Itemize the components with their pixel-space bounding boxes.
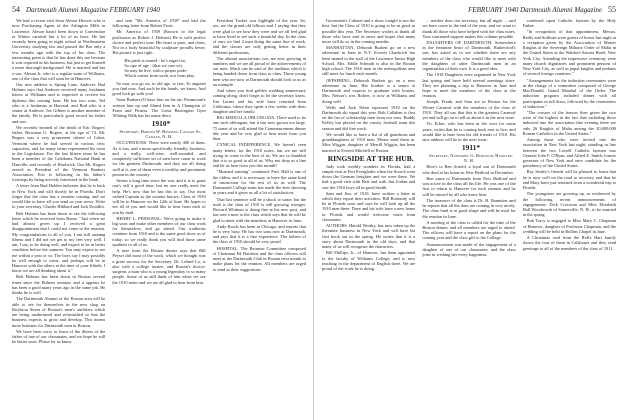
poem-line: Which comes from work, not from play. xyxy=(124,73,196,79)
paragraph: The 1910 Daughters were organized in New York last spring and have held several meetings since. They are planning a trip to Hanover in June and hope to meet the members of the class at the reunion. xyxy=(422,72,516,99)
paragraph: Andy Rawls has been in Chicago, and reports that he is very busy. He has two sons now at Dartmouth, and says that it is a fine experience. The fathers of the class of 1910 should be very proud. xyxy=(212,223,306,245)
paragraph: OFFSPRING. Deborah Burkett go on a new adventure in June. Her brother is a senior at Dartmouth and expects to graduate with honors. Mrs. Nelson's son, Robert, is now at Williams and doing well. xyxy=(322,77,416,104)
column-1 xyxy=(322,18,415,420)
paragraph: DAUGHTERS OF DARTMOUTH. Somewhere in the feminine heart of Dartmouth, Rutherford's son, has asked us to see whether there are any members of the class who would like to meet with the daughters of other Dartmouth men in an organization of their own. It is a good idea. xyxy=(422,39,516,72)
paragraph: A Christmas card from the Rolfe Hart family shows the four of them in California and they send greetings to all of the members of the class of 1911. xyxy=(522,235,616,251)
column-container xyxy=(322,18,616,420)
paragraph: We would like to have a list of all grandsons and granddaughters of 1910 men. Please send them in. Miss Wiggin, daughter of Merrill Wiggin, has been married to Everett Mitchell of Boston. xyxy=(322,131,416,153)
paragraph: Bob Holmes has been down in Boston several times since the Holmes reunion, and it appears he has been a good many years ago in the same job. He thinks he is well. xyxy=(12,274,106,296)
paragraph: conferred upon Catholic laymen by the Holy Father. xyxy=(522,18,616,29)
paragraph: We have been sorry to learn of the illness of the father of one of our classmates, and we hope he will be better soon. Please let us know. xyxy=(12,328,106,345)
paragraph: The youngsters are growing up, as evidenced by the following recent announcements of engagements: Dick Corcoran and Miss Elizabeth Hall Woodworth of Somerville, N. H., to be married in the spring. xyxy=(522,191,616,218)
running-head xyxy=(12,4,306,16)
column-3 xyxy=(523,18,616,420)
paragraph: Bob Tracy is engaged to Miss Mary C. Chapman of Hanover, daughter of Professor Chapman, and the wedding will be held in Rollins Chapel in June. xyxy=(522,218,616,234)
column-2 xyxy=(422,18,515,420)
poem-line: So may he live, with a proper pride- xyxy=(124,68,188,74)
class-heading: RINGSIDE AT THE HUB. xyxy=(327,153,414,163)
paragraph: OCCUPATIONS. There were nearly 400 of them. As it was, and a more specifically friendly, business, and a really, well-wise, well-rounded, and completely sufficient set of men have come to work for the greatest Dartmouth, and they are all doing well at it, one of them even a wealthy and prominent person in the country. xyxy=(112,140,206,177)
paragraph: HOSPITAL. The Reunion Committee composed of Chairman Ed Hawkins and the class officers will meet at the Dartmouth Club in Boston next month to make plans for the reunion. All members are urged to send in their suggestions. xyxy=(212,245,306,272)
paragraph: That last sentence will be a shock to some, but the truth is the class of 1910 is still growing stronger. Howard Whittum is doing fine at his new post, and has sent a note to the class which says that he will be glad to meet with the members at Hanover in June. xyxy=(212,196,306,223)
paragraph: Judy took weekly wonders in Florida, had a simple visit at Fort Everglades when the Scotch went down the German freighter and we were there. We had a good visit with Bert and with Jim Jordan and saw the 1910 boys all in good health. xyxy=(322,163,416,190)
column-container xyxy=(12,18,306,420)
paragraph: CYNICAL INDIFFERENCE. We haven't seen many letters, for the 1910 notes, but we are still trying to come to the best of us. We are so thankful that it is so good to all of us. Why not drop us a line and let us hear from you this month? xyxy=(212,142,306,169)
paragraph: Ben came to Dartmouth from New Bedford and was active in the class all his life. He was one of the first to return to Hanover for each reunion and he will be missed by all who knew him. xyxy=(422,175,516,197)
poem-verse xyxy=(112,58,205,79)
paragraph: Gorenstein's Cabaret and a show tonight is not the best, but the Class of 1910 is going to be as good as possible this year. The Secretary wishes to thank all those who have sent in news and hopes that many more will do so in the coming months. xyxy=(322,18,416,44)
secretary-line: Secretary, Harold W. Bowman, Canaan St., Canaan, N. H. xyxy=(119,129,203,140)
column-3 xyxy=(213,18,306,420)
paragraph: Mr. America of 1939 (Known to the legal profession as Robert J. Holmes) He is with perfect choice and perfect tone, His heart is pure, and clean, Not in a body beautiful by sculpture proudly hewn: His picture is just right. xyxy=(112,29,206,56)
paragraph: "In recognition of that appointment, Messrs. Reilly and Sullivan were guests of honor last night at a reception given by the Association of Master Knights of the Sovereign Military Order of Malta in the United States at the Waldorf-Astoria Hotel, New York City. Attending the impressive ceremony were many church dignitaries and prominent persons of New York City, as well as papal knights and prelates of several foreign countries." xyxy=(522,29,616,77)
paragraph: ... neither does our secretary, but all night. ... and we have come to the end of the year, and we want to thank all those who have helped with the class notes. Your continued support makes this column possible. xyxy=(422,18,516,39)
column-2 xyxy=(112,18,205,420)
paragraph: Wells and Jack Tobin represent 1910 on the Dartmouth ski squad this year. Bob Callahan is first on the list of scholarship men from our sons. Buddy Kelley has played on the varsity football team this season and did fine work. xyxy=(322,104,416,131)
column-1 xyxy=(12,18,105,420)
paragraph: "The crosses of the honors then given the two were of the highest in the fact that including those inducted into the association that evening there are only 26 Knights of Malta among the 20,000,000 Roman Catholics in the United States." xyxy=(522,109,616,136)
paragraph: Soon Burberry'll have him on his air; Paramount's written him up and filmed him in A Champion of Form and Fitness. The Great Barrington Gym Whiting Walk has his name there. xyxy=(112,97,206,119)
paragraph: "Mustard training" continued: Prof. Hall is one of the oldest, and it is necessary to have the same kind of instruction for the rest of us as well. The Dartmouth College team has made the best showing in years and it gives us all a lot of satisfaction. xyxy=(212,169,306,196)
paragraph: So may you go on, to old age, to rest, To anguish you find now, And such be the hands, we know, And good luck go with you! xyxy=(112,80,206,97)
paragraph: HENRY L. PERSONAL: We're going to make it big soon and make other members of our class work for themselves, and go ahead. Our traditions continue from 1910 and is the same good show as of today, so we really think you will find those same qualities in all of us. xyxy=(112,215,206,247)
paragraph: Ray Sealey's friends will be pleased to learn that he is now well on the road to recovery and that he and Mary have just returned from a wonderful trip to Florida. xyxy=(522,169,616,191)
paragraph: Our new address is Spring Lane, Andover. Bud Holmes says that Andover received many freshmen letters at Williams and is expected to receive his diploma this coming June. He has two sons. Ted who is a freshman at Harvard, and Bud who is a senior at Andover. Joe Gilbert is another member of the family. He is particularly good record for father and son. xyxy=(12,81,106,124)
paragraph: "Arrangements for the induction ceremonies were in the charge of a committee composed of George MacDonald, Grand Marshal of the Order. The induction program included dinner with all participants in full dress, followed by the ceremonies of induction." xyxy=(522,77,616,109)
paragraph: A meeting of the class is called for the time of the Boston dinner, and all members are urged to attend. The officers will have a report on the plans for the coming year and the class gift to the College. xyxy=(422,219,516,241)
paragraph: And when you find golden wedding anniversary coming along, don't forget to let the secretary know. Jim Lerner and his wife have returned from California, where they spent a few weeks with their daughter and her family. xyxy=(212,88,306,115)
poem-line: So ripe of age - (that we care so); xyxy=(124,62,183,68)
paragraph: Seems a long time since the war, and it is to grant one's self a good time, but no one really need the help. He's now that he has this to say. Our most valued Captain as the country knows, Class of 1910 will be in Hanover on the 12th of June. He hopes to see all of you and would like to hear from each of you by mail. xyxy=(112,178,206,215)
paragraph: Joseph, Frank, and Sam are in Boston for the Winter Carnival with the members of the class of 1910. They all say that this is the greatest Carnival yet and will go on to tell us about it in the next issue. xyxy=(422,99,516,121)
paragraph: A note from the Boston dinner says that Bill Peyser did most of the work, which we thought was a great success for the Secretary. Dr. Leland Lo, is also with a college trustee, and Boston's doctor-surgeon, a man who is a young legendary to so many people. Some of us still think of him when we see the 1910 notes and we are all glad to hear from him. xyxy=(112,248,206,285)
class-heading: 1910* xyxy=(151,119,171,129)
paragraph: We recently learned of the death of Eric Rogers' father, Bowman G. Rogers, at the age of 74. Mr. Rogers was a very prominent citizen of Cabot, Vermont where he had served in various civic capacities, and for many terms represented his town in the Legislature. For the last fifteen years he has been a member of the Caledonia National Bank at Danville, and recently of Hardwick. Our Mr. Rogers served as President of the Vermont Bankers Association. Eric is following in his father's footsteps by being actively interested in the bank. xyxy=(12,124,106,183)
class-heading: 1911* xyxy=(461,143,481,153)
running-head-title: Dartmouth Alumni Magazine FEBRUARY 1940 xyxy=(26,6,160,14)
paragraph: and sent "Mr. America of 1939" and had the following letter from Robert Frost: xyxy=(112,18,206,29)
paragraph: Here's to Ben Arnold, a loyal son of Dartmouth who died at his home in New Bedford in December. xyxy=(422,164,516,175)
paragraph: BIG MEDULLA OBLONGATA. There used to be one such oblongata, but it has now grown too large. 75 some of us will attend the Commencement dinner this year and be very glad to hear more from you then. xyxy=(212,115,306,142)
paragraph: MANHATTAN. Deborah Burkett go on a new adventure in June in N.Y. Everett Chadwick has been named to the staff of the Lawrence Junior High School, Mrs. Eddie Schmidt is also in the Boston high school. The 1910 men in the metropolitan area still meet for lunch each month. xyxy=(322,45,416,77)
poem-line: His pride is earned - he's eager too, xyxy=(124,57,187,63)
secretary-line: Secretary, Nathaniel G. Burleigh, Hanover, N. H. xyxy=(429,153,513,164)
running-head-title: FEBRUARY 1940 Dartmouth Alumni Magazine xyxy=(468,6,602,14)
paragraph: Sam and Jim, of 1910, have written a letter in which they report their activities. Bill Bottomly will be in Florida soon and says he will look up all the 1910 men there. Dave and his wife have a new home in Florida and would welcome visits from classmates. xyxy=(322,190,416,222)
paragraph: Bill Phillips, Jr., of Hanover, has been appointed to the faculty of Williams College, and is now teaching in the department of English there. We are proud of the work he is doing. xyxy=(322,250,416,272)
paragraph: The alumni associations, too, are now growing in numbers and we are all proud of the achievements of our men. Much can be said of the tradition which is being handed down from class to class. These young men who are now at Dartmouth should look to us as an example. xyxy=(212,55,306,87)
paragraph: A letter from Bud Holden indicates that he is back in New York and will shortly be in Florida. Don't forget that the class has a reunion coming, and we would like to have all you send us your news. Write to your secretary, Charlie Hibbard and Jack Doodlin. xyxy=(12,183,106,210)
paragraph: President Tucker was highlight of the year. So, too, are the grand old fellows and 1 saying that they were glad to see how they were and we all feel glad to have lived to see such a beautiful day. In the class of ours we find 2 men doing the same line of work, and the classes are only getting better in their different professions. xyxy=(212,18,306,55)
paragraph: We had a recent visit from Aleson Hoover who is now Purchasing Agent of the Arlington Mills in Lawrence. Aleson hasn't been down to Convention or Winter carnival but a lot of us have. He has recently been going in night school at Northeastern University studying law and passed the Bar only a few months ago with the top of his class. The interesting point is that he has done this not because it was required in his business, but just to get himself a more thorough background. He is married and has a son. Aleson Jr. who is a regular mate of Williams, one of the class that will soon be in Hanover. xyxy=(12,18,106,81)
running-head xyxy=(322,4,616,16)
paragraph: Announcement was made of the engagement of a daughter of one of our classmates, and the class joins in wishing her every happiness. xyxy=(422,241,516,258)
paragraph: AUTHORS. Harold Worthy, has now taken up the literature business in New York and will have his first book out in the spring. He writes that it is a story about Dartmouth in the old days, and that many of us will recognize the characters. xyxy=(322,223,416,250)
paragraph: Among those who were invited into the association in New York last night, standing in line between the two Lowell Catholic laymen was General John F. O'Ryan, and Alfred E. Smith, former governor of New York and once candidate for the presidency of the United States. xyxy=(522,137,616,169)
page-number: 54 xyxy=(12,5,20,14)
paragraph: Vic Ecker, who has been in the west for some years, writes that he is coming back east to live, and would like to hear from his old friends of 1910. His new address will be in the next issue. xyxy=(422,121,516,143)
paragraph: The Dartmouth Alumni of the Boston area will be able to see for themselves in the new shop on Boylston Street of Boston's men's outfitters which are being modernized and refurnished so that the business expects to grow and develop. This means more business for Dartmouth men in Boston. xyxy=(12,296,106,328)
right-page xyxy=(314,0,628,420)
paragraph: Bob Holmes has been down to see the following letter which he received from Rome: "Just when we had almost given up I received a great disappointment that I could not come to the reunion. My congratulations to all of you. I am still running illness and I did not yet get to my feet very well. I am, I say, to be doing well, and expect to be in better condition before the summer. You may expect to see me within a year or so. The boys say I may possibly be well enough to come, and perhaps will be in Hanover with the others at the time of your fiftieth. I know we are all thinking about it." xyxy=(12,210,106,274)
paragraph: The treasurer of the class is Dr. H. Bannister and he reports that all the dues are coming in very nicely. The class fund is in good shape and will be used for the reunion in June. xyxy=(422,197,516,219)
page-number: 55 xyxy=(608,5,616,14)
